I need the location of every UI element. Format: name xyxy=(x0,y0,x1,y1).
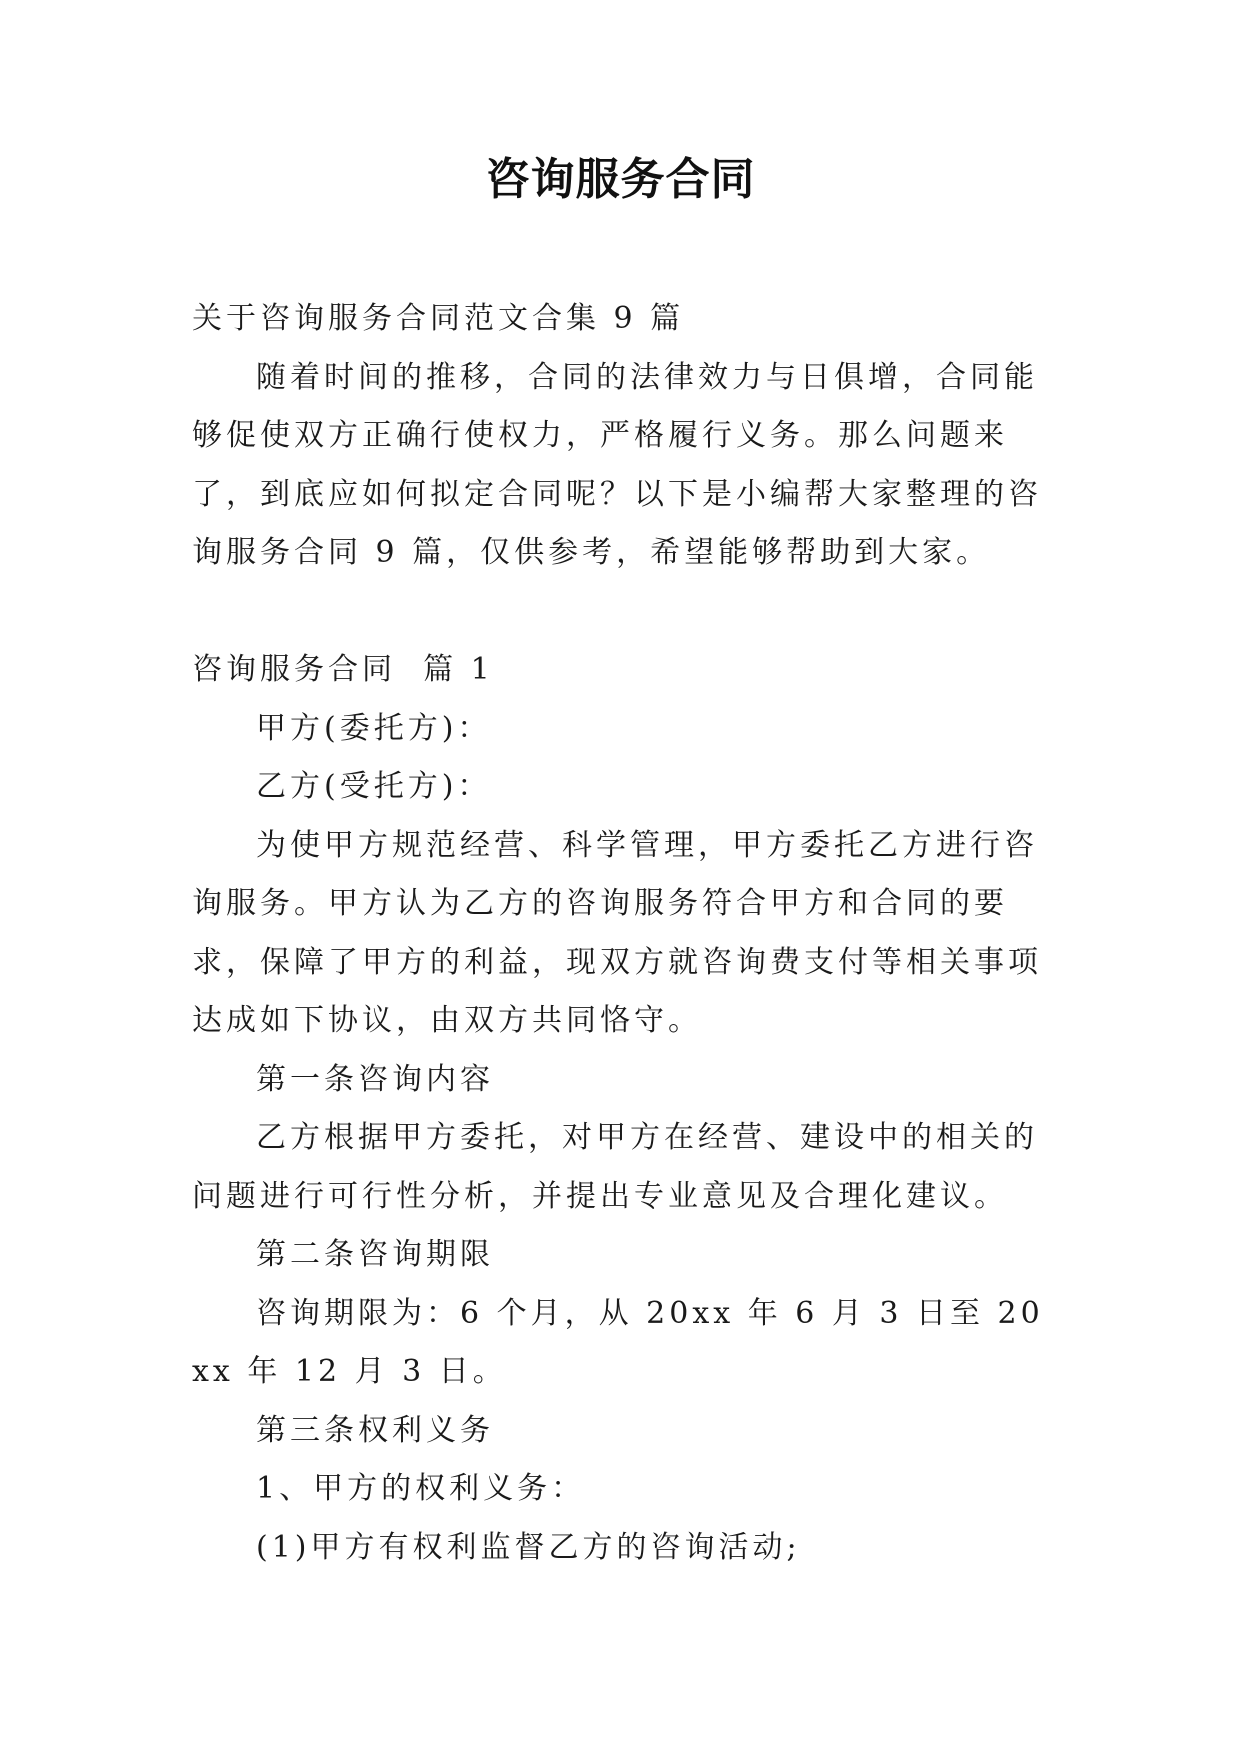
section-heading: 咨询服务合同 篇 1 xyxy=(192,652,494,687)
party-b-line: 乙方(受托方)： xyxy=(256,769,492,804)
paragraph-spacer xyxy=(192,583,1054,642)
document-body xyxy=(192,290,1054,1577)
preamble-paragraph: 为使甲方规范经营、科学管理，甲方委托乙方进行咨询服务。甲方认为乙方的咨询服务符合甲方和合同的要求，保障了甲方的利益，现双方就咨询费支付等相关事项达成如下协议，由双方共同恪守。 xyxy=(192,827,1042,1038)
article-3-title: 第三条权利义务 xyxy=(256,1412,494,1448)
intro-paragraph: 随着时间的推移，合同的法律效力与日俱增，合同能够促使双方正确行使权力，严格履行义务。那么问题来了，到底应如何拟定合同呢？以下是小编帮大家整理的咨询服务合同 9 篇，仅供参考，希望能够帮助到大家。 xyxy=(192,359,1042,570)
article-3-item-1-1: (1)甲方有权利监督乙方的咨询活动; xyxy=(256,1529,801,1565)
article-2-text: 咨询期限为：6 个月，从 20xx 年 6 月 3 日至 20xx 年 12 月 3 日。 xyxy=(192,1295,1044,1389)
document-title: 咨询服务合同 xyxy=(485,154,756,205)
article-1-title: 第一条咨询内容 xyxy=(256,1061,494,1097)
collection-subtitle: 关于咨询服务合同范文合集 9 篇 xyxy=(192,301,685,336)
article-1-text: 乙方根据甲方委托，对甲方在经营、建设中的相关的问题进行可行性分析，并提出专业意见及合理化建议。 xyxy=(192,1120,1038,1214)
article-2-title: 第二条咨询期限 xyxy=(256,1237,494,1272)
article-3-item-1: 1、甲方的权利义务： xyxy=(256,1471,586,1506)
party-a-line: 甲方(委托方)： xyxy=(256,710,492,746)
